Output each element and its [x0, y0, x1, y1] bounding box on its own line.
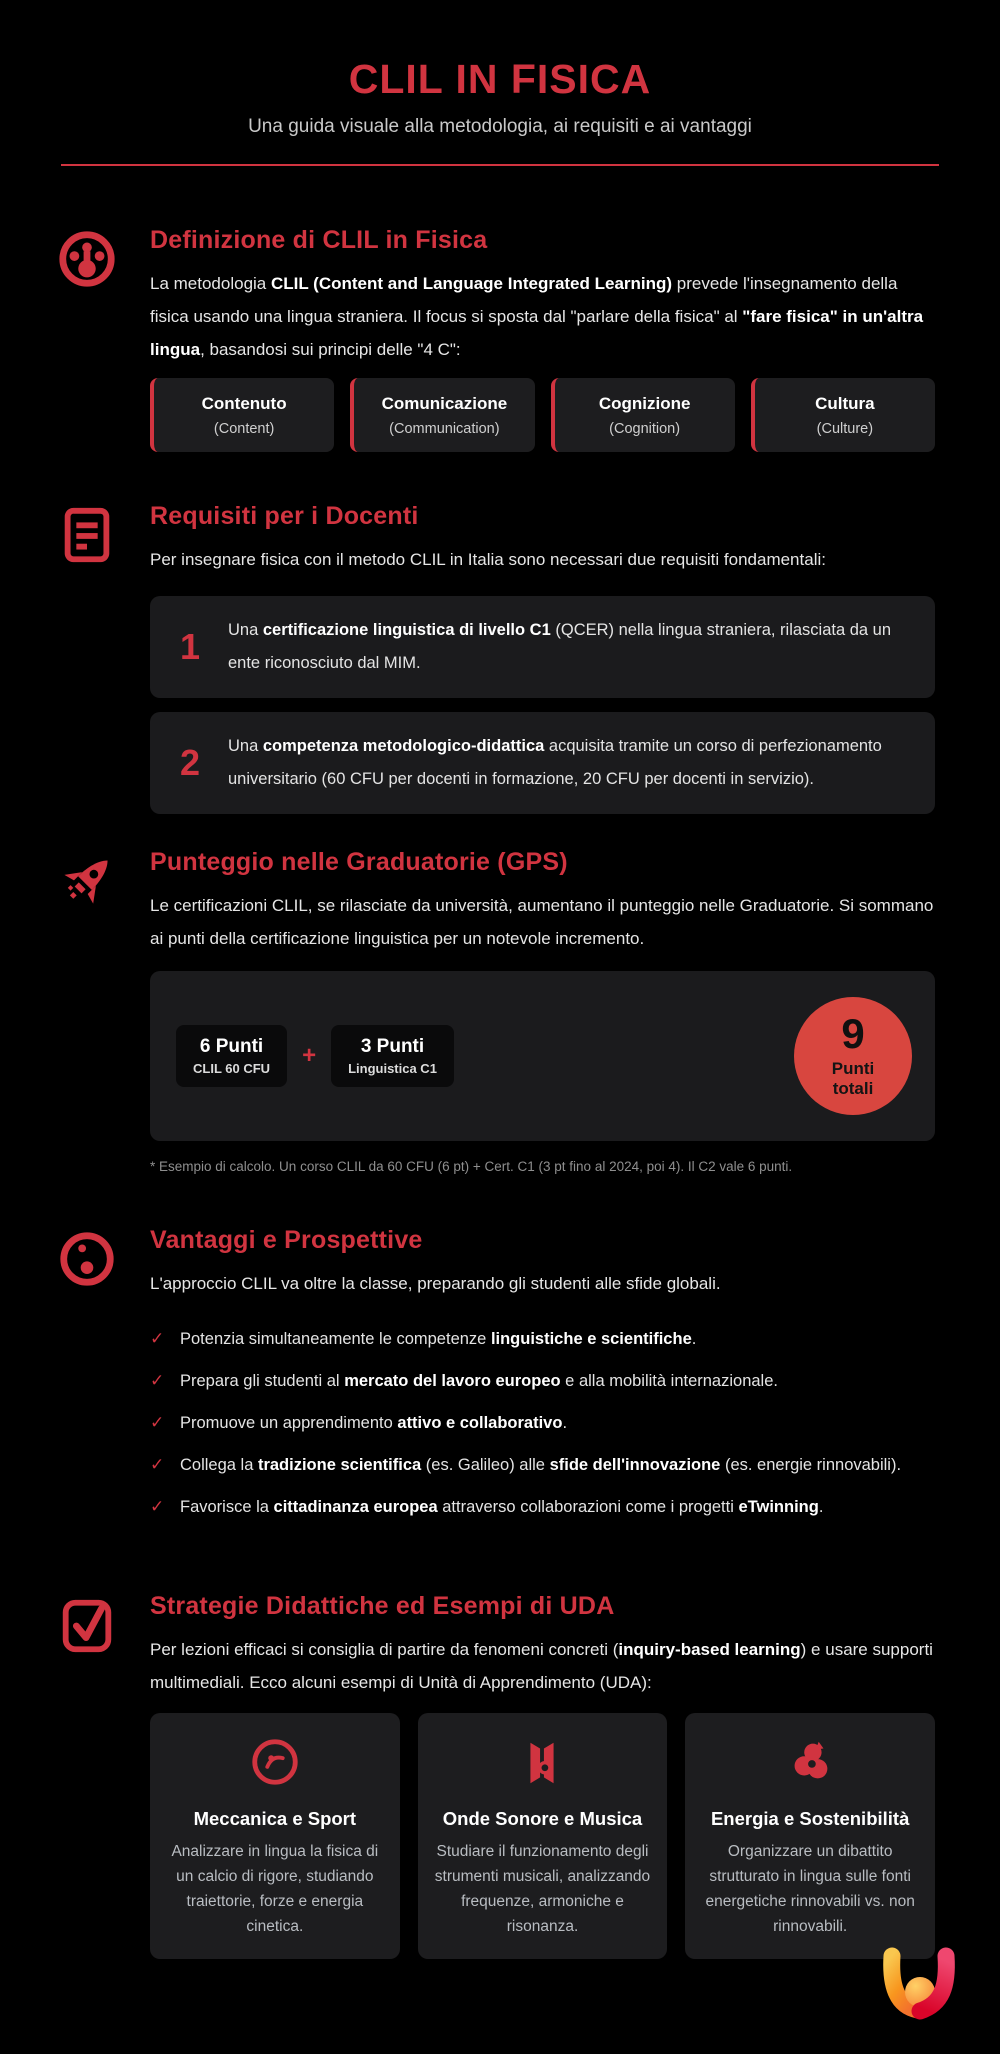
- points-box-clil: [176, 1025, 287, 1087]
- benefits-list: [150, 1328, 935, 1518]
- section-heading-strategie: Strategie Didattiche ed Esempi di UDA: [150, 1592, 615, 1620]
- points-label: CLIL 60 CFU: [193, 1061, 271, 1076]
- points-box-linguistica: [331, 1025, 454, 1087]
- uda-title: Meccanica e Sport: [193, 1808, 357, 1829]
- benefit-text: Collega la tradizione scientifica (es. Galileo) alle sfide dell'innovazione (es. energie rinnovabili).: [180, 1456, 902, 1474]
- soccer-kick-icon: [248, 1776, 302, 1793]
- uda-title: Onde Sonore e Musica: [442, 1808, 643, 1829]
- energy-recycle-icon: [783, 1776, 837, 1793]
- uda-text: Studiare il funzionamento degli strumenti musicali, analizzando frequenze, armoniche e risonanza.: [434, 1843, 651, 1935]
- total-points-label: [832, 1059, 875, 1100]
- points-calculation-card: [150, 971, 935, 1141]
- section-heading-punteggio: Punteggio nelle Graduatorie (GPS): [150, 848, 568, 876]
- uda-card-energia: [685, 1713, 935, 1959]
- plus-sign: +: [302, 1042, 317, 1069]
- card-title: Cognizione: [598, 394, 691, 413]
- benefit-text: Potenzia simultaneamente le competenze linguistiche e scientifiche.: [180, 1330, 697, 1348]
- section-heading-vantaggi: Vantaggi e Prospettive: [150, 1226, 423, 1254]
- total-label-line1: Punti: [831, 1058, 875, 1078]
- rocket-icon: [56, 848, 122, 1174]
- total-label-line2: totali: [832, 1079, 874, 1098]
- requirement-number: 2: [180, 742, 201, 783]
- total-points-badge: [794, 997, 912, 1115]
- four-c-cards: [150, 378, 935, 452]
- card-subtitle: (Cognition): [609, 421, 681, 437]
- section-strategie: [0, 1592, 1000, 1959]
- card-title: Comunicazione: [381, 394, 508, 413]
- page-subtitle: Una guida visuale alla metodologia, ai requisiti e ai vantaggi: [248, 116, 752, 137]
- points-label: Linguistica C1: [348, 1061, 437, 1076]
- header-divider: [61, 164, 939, 166]
- uda-cards: [150, 1713, 935, 1959]
- points-footnote: * Esempio di calcolo. Un corso CLIL da 60 CFU (6 pt) + Cert. C1 (3 pt fino al 2024, poi 4). Il C2 vale 6 punti.: [150, 1159, 793, 1174]
- points-value: 6 Punti: [199, 1036, 264, 1057]
- benefit-item: [150, 1370, 935, 1392]
- benefit-item: [150, 1328, 935, 1350]
- requirement-card-1: [150, 596, 935, 698]
- card-cultura: [751, 378, 935, 452]
- u-person-logo: [878, 1944, 962, 2036]
- requirement-card-2: [150, 712, 935, 814]
- punteggio-intro: Le certificazioni CLIL, se rilasciate da università, aumentano il punteggio nelle Graduatorie. Si sommano ai punti della certificazione linguistica per un notevole incremento.: [150, 896, 934, 948]
- uda-card-meccanica: [150, 1713, 400, 1959]
- definizione-intro: La metodologia CLIL (Content and Language Integrated Learning) prevede l'insegnamento della fisica usando una lingua straniera. Il focus si sposta dal "parlare della fisica" al "fare fisica" in un'altra lingua, basandosi sui principi delle "4 C":: [150, 274, 924, 359]
- music-instrument-icon: [515, 1776, 569, 1793]
- card-title: Cultura: [815, 394, 875, 413]
- check-icon: ✓: [150, 1455, 165, 1474]
- check-icon: ✓: [150, 1329, 165, 1348]
- section-heading-definizione: Definizione di CLIL in Fisica: [150, 226, 488, 254]
- points-value: 3 Punti: [360, 1036, 425, 1057]
- requirement-number: 1: [180, 626, 201, 667]
- check-icon: ✓: [150, 1413, 165, 1432]
- benefit-text: Favorisce la cittadinanza europea attraverso collaborazioni come i progetti eTwinning.: [180, 1498, 824, 1516]
- uda-card-onde: [418, 1713, 668, 1959]
- benefit-item: [150, 1412, 935, 1434]
- total-points-value: 9: [841, 1009, 865, 1057]
- section-definizione: [0, 226, 1000, 452]
- section-vantaggi: [0, 1226, 1000, 1538]
- requirement-text: Una certificazione linguistica di livello C1 (QCER) nella lingua straniera, rilasciata da un ente riconosciuto dal MIM.: [228, 621, 892, 672]
- vantaggi-intro: L'approccio CLIL va oltre la classe, preparando gli studenti alle sfide globali.: [150, 1274, 721, 1293]
- section-requisiti: [0, 502, 1000, 814]
- check-icon: ✓: [150, 1497, 165, 1516]
- section-punteggio: [0, 848, 1000, 1174]
- card-comunicazione: [350, 378, 534, 452]
- check-icon: ✓: [150, 1371, 165, 1390]
- uda-title: Energia e Sostenibilità: [710, 1808, 910, 1829]
- page-title: CLIL IN FISICA: [348, 56, 652, 102]
- section-heading-requisiti: Requisiti per i Docenti: [150, 502, 419, 530]
- uda-text: Analizzare in lingua la fisica di un calcio di rigore, studiando traiettorie, forze e energia cinetica.: [171, 1843, 379, 1935]
- checkbox-icon: [56, 1592, 122, 1959]
- uda-text: Organizzare un dibattito strutturato in lingua sulle fonti energetiche rinnovabili vs. non rinnovabili.: [705, 1843, 915, 1935]
- requirement-text: Una competenza metodologico-didattica acquisita tramite un corso di perfezionamento universitario (60 CFU per docenti in formazione, 20 CFU per docenti in servizio).: [228, 737, 882, 788]
- page-header: [0, 0, 1000, 166]
- card-title: Contenuto: [201, 394, 287, 413]
- benefit-text: Prepara gli studenti al mercato del lavoro europeo e alla mobilità internazionale.: [180, 1372, 778, 1390]
- card-subtitle: (Culture): [816, 421, 874, 437]
- benefit-item: [150, 1454, 935, 1476]
- document-lines-icon: [56, 502, 122, 814]
- target-dots-icon: [56, 1226, 122, 1538]
- card-subtitle: (Content): [213, 421, 275, 437]
- card-cognizione: [551, 378, 735, 452]
- strategie-intro: Per lezioni efficaci si consiglia di partire da fenomeni concreti (inquiry-based learning) e usare supporti multimediali. Ecco alcuni esempi di Unità di Apprendimento (UDA):: [150, 1640, 933, 1692]
- molecule-circle-icon: [56, 226, 122, 452]
- requisiti-intro: Per insegnare fisica con il metodo CLIL in Italia sono necessari due requisiti fondamentali:: [150, 550, 826, 569]
- card-contenuto: [150, 378, 334, 452]
- benefit-item: [150, 1496, 935, 1518]
- card-subtitle: (Communication): [389, 421, 500, 437]
- benefit-text: Promuove un apprendimento attivo e collaborativo.: [180, 1414, 568, 1432]
